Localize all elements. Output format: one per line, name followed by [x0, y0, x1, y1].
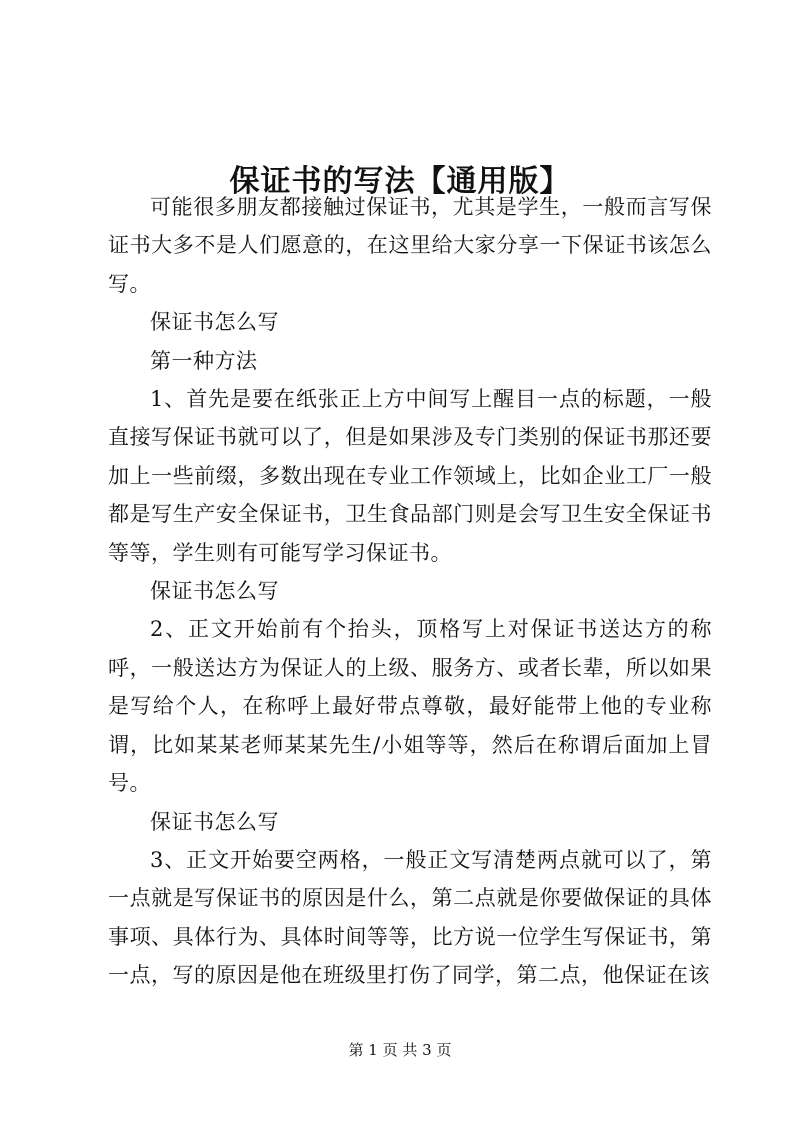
method-heading: 第一种方法 [150, 348, 258, 373]
document-body [108, 188, 712, 995]
paragraph-step-2: 2、正文开始前有个抬头，顶格写上对保证书送达方的称呼，一般送达方为保证人的上级、服务方、或者长辈，所以如果是写给个人，在称呼上最好带点尊敬，最好能带上他的专业称谓，比如某某老师某某先生/小姐等等，然后在称谓后面加上冒号。 [108, 617, 712, 796]
paragraph-intro: 可能很多朋友都接触过保证书，尤其是学生，一般而言写保证书大多不是人们愿意的，在这里给大家分享一下保证书该怎么写。 [108, 195, 712, 296]
page-footer: 第 1 页 共 3 页 [348, 1041, 452, 1059]
paragraph-step-3: 3、正文开始要空两格，一般正文写清楚两点就可以了，第一点就是写保证书的原因是什么，第二点就是你要做保证的具体事项、具体行为、具体时间等等，比方说一位学生写保证书，第一点，写的原因是他在班级里打伤了同学，第二点，他保证在该 [108, 847, 712, 988]
paragraph-step-1: 1、首先是要在纸张正上方中间写上醒目一点的标题，一般直接写保证书就可以了，但是如果涉及专门类别的保证书那还要加上一些前缀，多数出现在专业工作领域上，比如企业工厂一般都是写生产安全保证书，卫生食品部门则是会写卫生安全保证书等等，学生则有可能写学习保证书。 [108, 387, 712, 565]
section-heading: 保证书怎么写 [150, 809, 279, 834]
section-heading: 保证书怎么写 [150, 579, 279, 604]
document-title: 保证书的写法【通用版】 [229, 164, 571, 200]
section-heading: 保证书怎么写 [150, 310, 279, 335]
